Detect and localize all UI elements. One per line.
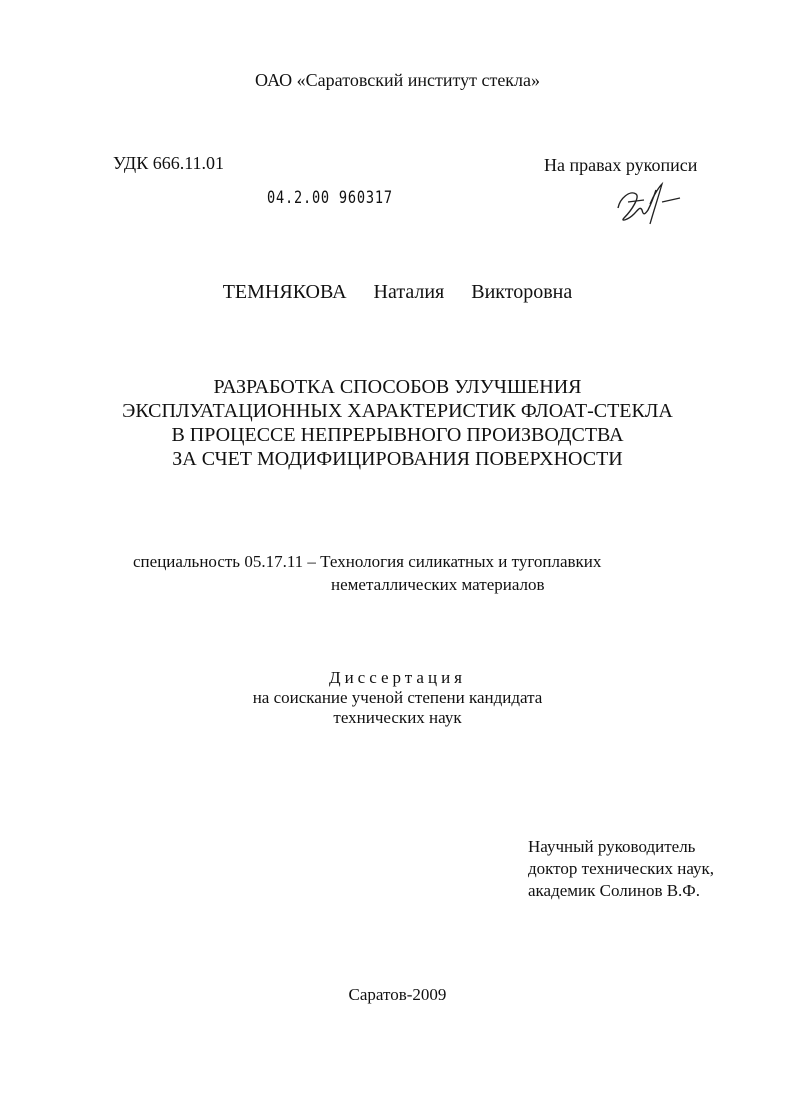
udk-code: УДК 666.11.01 (113, 153, 225, 173)
supervisor-line-3: академик Солинов В.Ф. (528, 881, 700, 900)
title-line: ЗА СЧЕТ МОДИФИЦИРОВАНИЯ ПОВЕРХНОСТИ (172, 448, 623, 470)
title-line: В ПРОЦЕССЕ НЕПРЕРЫВНОГО ПРОИЗВОДСТВА (171, 424, 624, 446)
city-year: Саратов-2009 (348, 985, 447, 1004)
author-name (0, 281, 795, 304)
supervisor-line-2: доктор технических наук, (528, 859, 715, 878)
supervisor-block (528, 836, 714, 902)
signature-icon (610, 180, 685, 230)
registration-number: 04.2.00 960317 (267, 188, 393, 208)
dissertation-title (0, 375, 795, 471)
specialty-line-2: неметаллических материалов (331, 575, 545, 594)
degree-line-1: на соискание ученой степени кандидата (252, 688, 543, 707)
title-line: РАЗРАБОТКА СПОСОБОВ УЛУЧШЕНИЯ (213, 376, 582, 398)
specialty-line-1: специальность 05.17.11 – Технология силикатных и тугоплавких (133, 552, 602, 571)
organization: ОАО «Саратовский институт стекла» (254, 70, 541, 90)
author-first-name: Наталия (373, 281, 445, 303)
supervisor-line-1: Научный руководитель (528, 837, 696, 856)
manuscript-rights: На правах рукописи (544, 155, 698, 175)
dissertation-heading: Диссертация (328, 668, 466, 687)
degree-line-2: технических наук (333, 708, 462, 727)
author-surname: ТЕМНЯКОВА (222, 281, 347, 303)
title-line: ЭКСПЛУАТАЦИОННЫХ ХАРАКТЕРИСТИК ФЛОАТ-СТЕКЛА (122, 400, 673, 422)
dissertation-block (0, 668, 795, 728)
author-patronymic: Викторовна (471, 281, 573, 303)
